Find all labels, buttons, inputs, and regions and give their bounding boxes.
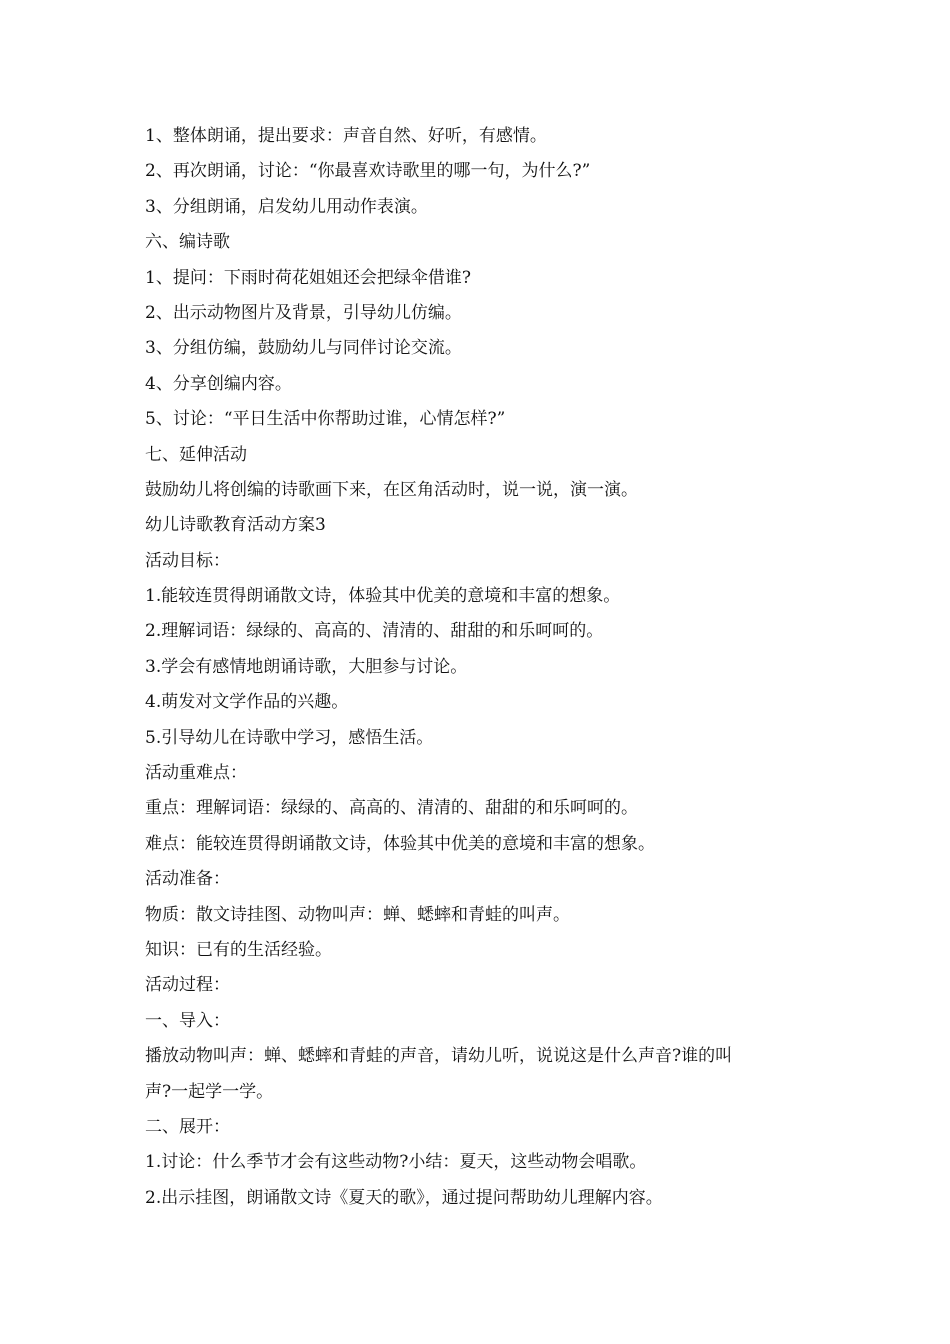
- text-line: 知识：已有的生活经验。: [145, 939, 332, 960]
- section-heading: 活动重难点：: [145, 763, 247, 784]
- section-heading: 六、编诗歌: [145, 232, 230, 253]
- text-line: 5、讨论：“平日生活中你帮助过谁，心情怎样?”: [145, 409, 506, 430]
- section-heading: 一、导入：: [145, 1010, 230, 1031]
- text-line: 难点：能较连贯得朗诵散文诗，体验其中优美的意境和丰富的想象。: [145, 833, 655, 854]
- section-heading: 二、展开：: [145, 1116, 230, 1137]
- section-heading: 七、延伸活动: [145, 444, 247, 465]
- document-title: 幼儿诗歌教育活动方案3: [145, 515, 326, 536]
- text-line: 1.讨论：什么季节才会有这些动物?小结：夏天，这些动物会唱歌。: [145, 1152, 647, 1173]
- text-line: 4、分享创编内容。: [145, 373, 292, 394]
- text-line: 声?一起学一学。: [145, 1081, 274, 1102]
- text-line: 4.萌发对文学作品的兴趣。: [145, 692, 349, 713]
- text-line: 3.学会有感情地朗诵诗歌，大胆参与讨论。: [145, 656, 468, 677]
- text-line: 2、出示动物图片及背景，引导幼儿仿编。: [145, 302, 462, 323]
- text-line: 1、提问：下雨时荷花姐姐还会把绿伞借谁?: [145, 267, 471, 288]
- text-line: 2.理解词语：绿绿的、高高的、清清的、甜甜的和乐呵呵的。: [145, 621, 604, 642]
- section-heading: 活动目标：: [145, 550, 230, 571]
- text-line: 2、再次朗诵，讨论：“你最喜欢诗歌里的哪一句，为什么?”: [145, 161, 591, 182]
- text-line: 重点：理解词语：绿绿的、高高的、清清的、甜甜的和乐呵呵的。: [145, 798, 638, 819]
- text-line: 物质：散文诗挂图、动物叫声：蝉、蟋蟀和青蛙的叫声。: [145, 904, 570, 925]
- text-line: 2.出示挂图，朗诵散文诗《夏天的歌》，通过提问帮助幼儿理解内容。: [145, 1187, 663, 1208]
- text-line: 鼓励幼儿将创编的诗歌画下来，在区角活动时，说一说，演一演。: [145, 479, 638, 500]
- text-line: 1、整体朗诵，提出要求：声音自然、好听，有感情。: [145, 126, 547, 146]
- section-heading: 活动准备：: [145, 869, 230, 890]
- text-line: 播放动物叫声：蝉、蟋蟀和青蛙的声音，请幼儿听，说说这是什么声音?谁的叫: [145, 1046, 733, 1067]
- text-line: 5.引导幼儿在诗歌中学习，感悟生活。: [145, 727, 434, 748]
- text-line: 1.能较连贯得朗诵散文诗，体验其中优美的意境和丰富的想象。: [145, 586, 621, 607]
- text-line: 3、分组仿编，鼓励幼儿与同伴讨论交流。: [145, 338, 462, 359]
- text-line: 3、分组朗诵，启发幼儿用动作表演。: [145, 196, 428, 217]
- section-heading: 活动过程：: [145, 975, 230, 996]
- document-body: [145, 119, 815, 1216]
